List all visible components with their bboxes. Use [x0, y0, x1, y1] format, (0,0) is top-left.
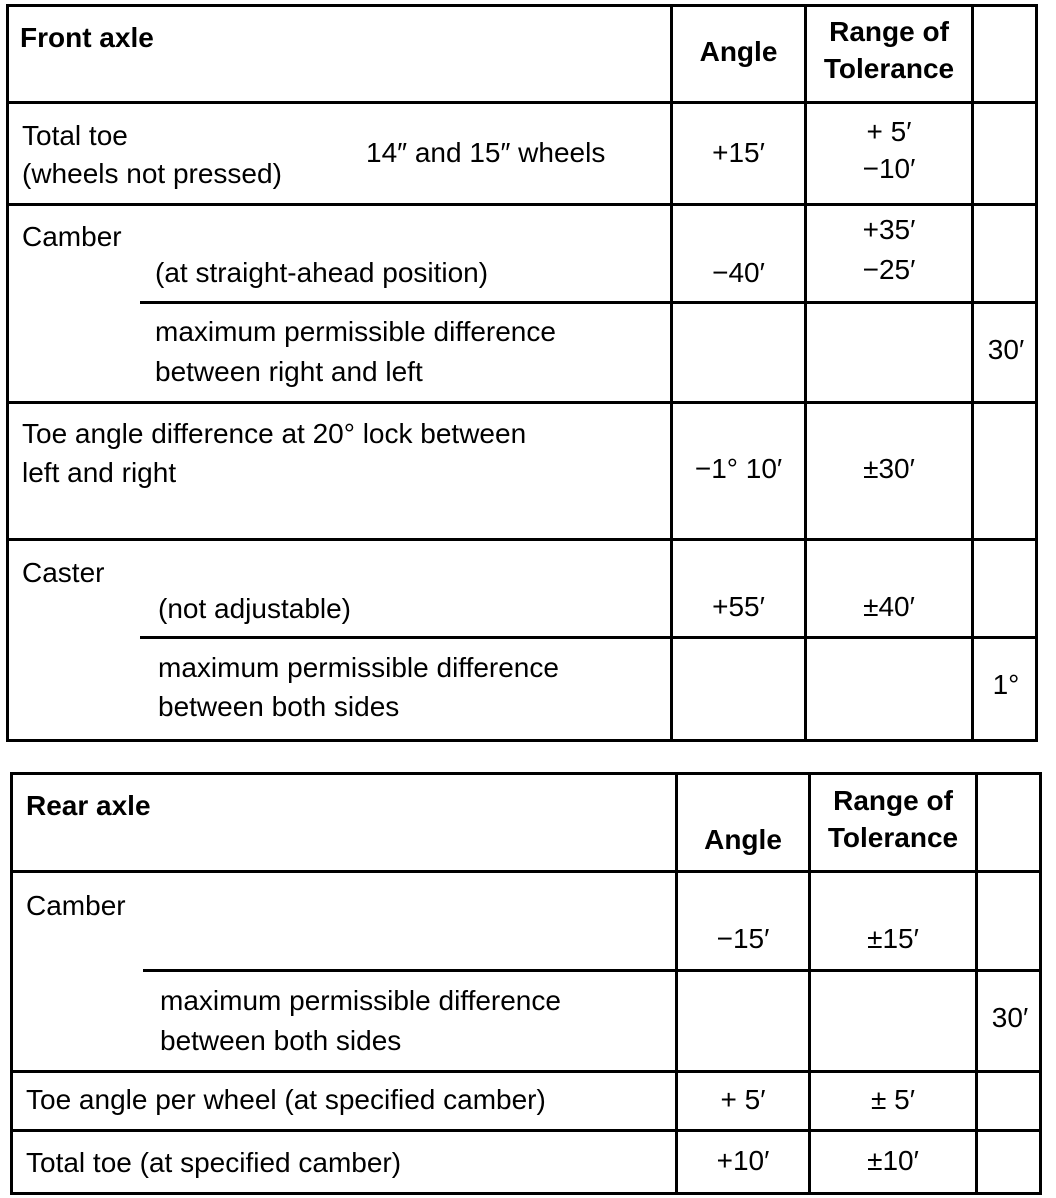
- front-caster-sublabel: (not adjustable): [158, 593, 352, 624]
- front-row-divider-camber: [6, 401, 1038, 404]
- front-total-toe-tol-minus: −10′: [862, 153, 916, 184]
- front-total-toe-wheels: 14″ and 15″ wheels: [366, 137, 606, 168]
- front-col-divider-angle: [670, 4, 673, 742]
- rear-camber-angle: −15′: [716, 923, 770, 954]
- front-camber-diff-label-line1: maximum permissible difference: [155, 316, 556, 347]
- front-toe-diff-label-line2: left and right: [22, 457, 177, 488]
- front-camber-sublabel: (at straight-ahead position): [155, 257, 489, 288]
- front-toe-diff-label-line1: Toe angle difference at 20° lock between: [22, 418, 527, 449]
- front-camber-tol-plus: +35′: [862, 214, 916, 245]
- rear-camber-diff-label-line1: maximum permissible difference: [160, 985, 561, 1016]
- rear-toe-wheel-tol: ± 5′: [871, 1084, 915, 1115]
- front-caster-label: Caster: [22, 557, 105, 588]
- front-caster-diff-value: 1°: [992, 669, 1020, 700]
- front-caster-diff-label-line2: between both sides: [158, 691, 400, 722]
- front-range-header-line2: Tolerance: [823, 53, 955, 84]
- rear-axle-title: Rear axle: [26, 790, 151, 821]
- rear-row-divider-camber: [10, 1070, 1042, 1073]
- front-camber-diff-label-line2: between right and left: [155, 356, 423, 387]
- front-caster-angle: +55′: [712, 591, 765, 622]
- rear-range-header-line1: Range of: [833, 785, 953, 816]
- front-total-toe-sublabel: (wheels not pressed): [22, 158, 282, 189]
- rear-row-divider-toe-wheel: [10, 1129, 1042, 1132]
- rear-angle-header: Angle: [704, 824, 782, 855]
- front-total-toe-label: Total toe: [22, 120, 128, 151]
- rear-toe-wheel-label: Toe angle per wheel (at specified camber): [26, 1084, 546, 1115]
- front-camber-label: Camber: [22, 221, 122, 252]
- front-caster-diff-label-line1: maximum permissible difference: [158, 652, 559, 683]
- front-range-header-line1: Range of: [829, 16, 949, 47]
- front-angle-header: Angle: [699, 36, 778, 67]
- front-toe-diff-angle: −1° 10′: [694, 453, 783, 484]
- rear-camber-tol: ±15′: [867, 923, 919, 954]
- front-camber-tol-minus: −25′: [862, 254, 916, 285]
- front-row-divider-camber-sub: [140, 301, 1038, 304]
- front-row-divider-caster-sub: [140, 636, 1038, 639]
- rear-header-divider: [10, 870, 1042, 873]
- rear-range-header-line2: Tolerance: [827, 822, 959, 853]
- rear-camber-label: Camber: [26, 890, 126, 921]
- front-header-divider: [6, 101, 1038, 104]
- front-row-divider-toe-diff: [6, 538, 1038, 541]
- front-col-divider-diff: [971, 4, 974, 742]
- front-row-divider-toe: [6, 203, 1038, 206]
- rear-total-toe-label: Total toe (at specified camber): [26, 1147, 402, 1178]
- rear-total-toe-angle: +10′: [716, 1145, 770, 1176]
- rear-camber-diff-label-line2: between both sides: [160, 1025, 402, 1056]
- rear-camber-diff-value: 30′: [991, 1002, 1029, 1033]
- rear-row-divider-camber-sub: [143, 969, 1042, 972]
- front-axle-title: Front axle: [20, 22, 154, 53]
- front-total-toe-angle: +15′: [712, 137, 765, 168]
- front-total-toe-tol-plus: + 5′: [866, 116, 912, 147]
- front-caster-tol: ±40′: [863, 591, 915, 622]
- front-camber-angle: −40′: [712, 257, 765, 288]
- front-toe-diff-tol: ±30′: [863, 453, 915, 484]
- front-camber-diff-value: 30′: [987, 334, 1025, 365]
- rear-total-toe-tol: ±10′: [867, 1145, 919, 1176]
- rear-toe-wheel-angle: + 5′: [720, 1084, 766, 1115]
